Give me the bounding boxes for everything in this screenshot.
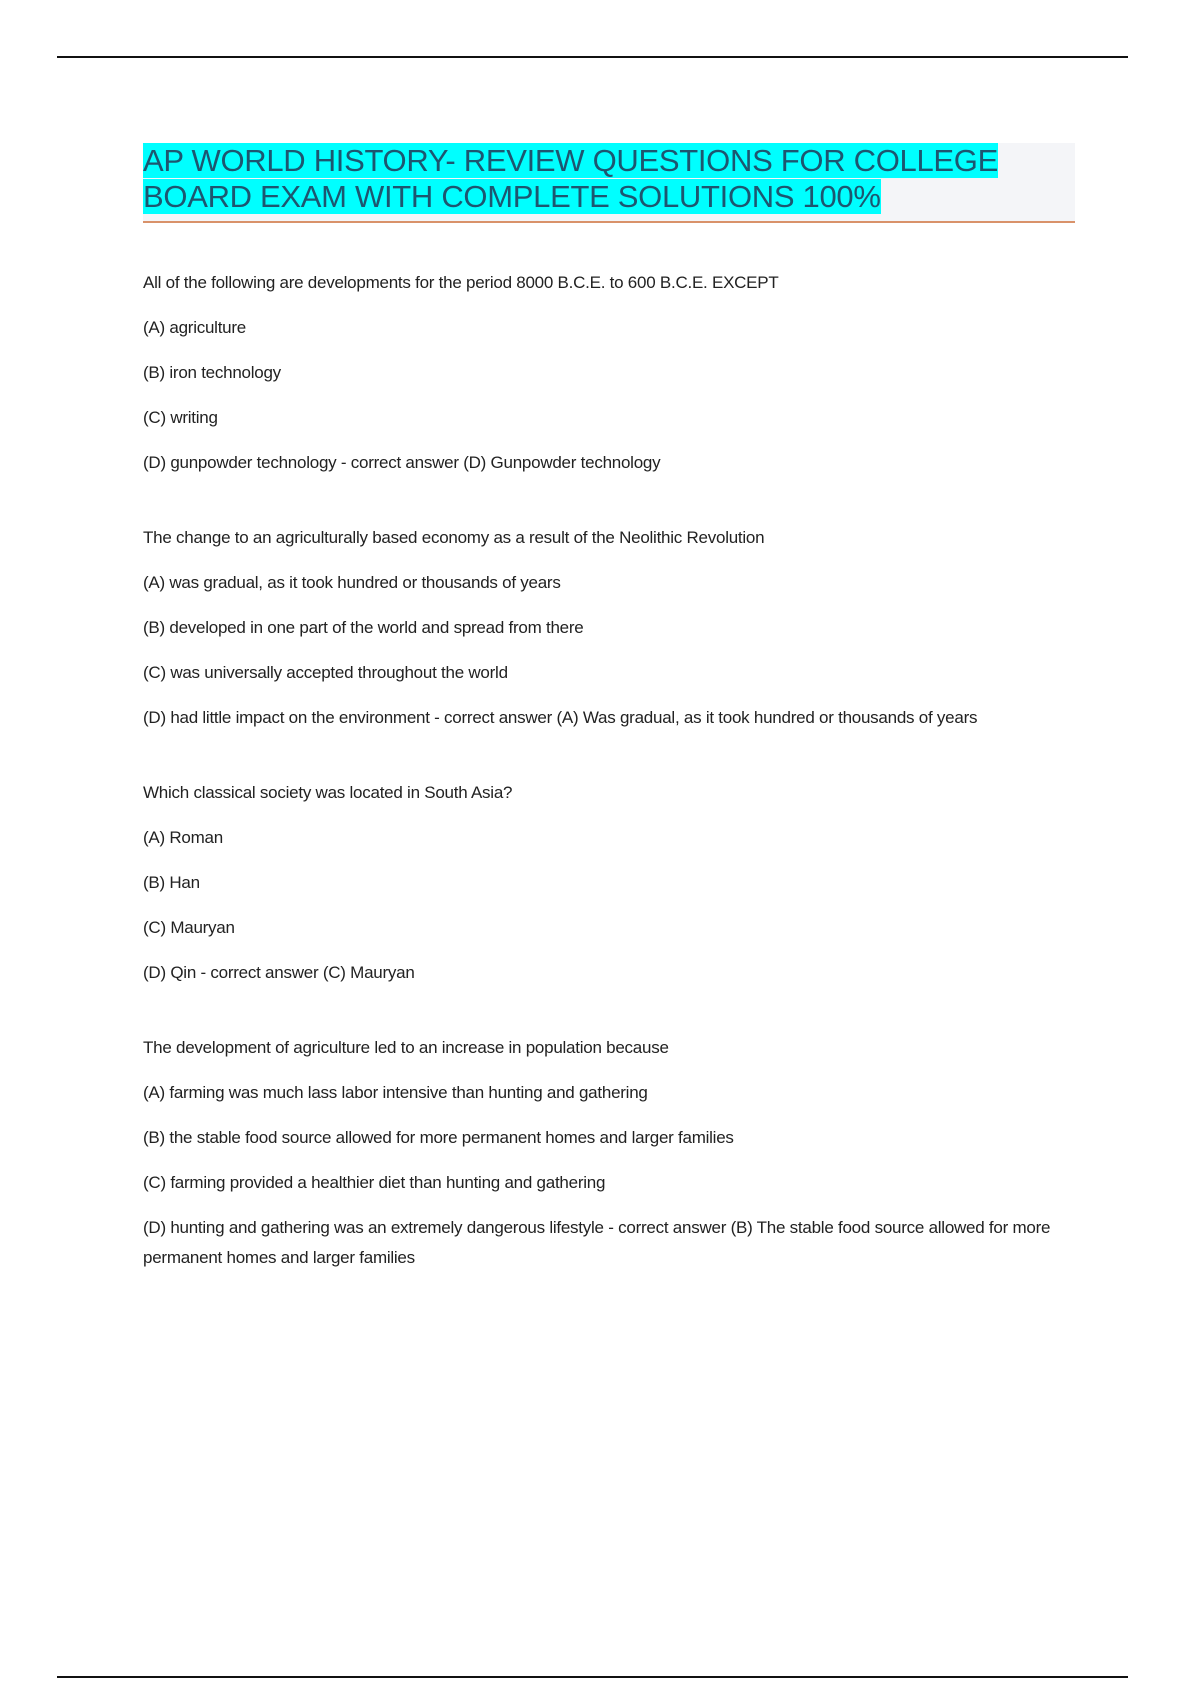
title-line-2: BOARD EXAM WITH COMPLETE SOLUTIONS 100%: [143, 179, 881, 214]
question-prompt: The change to an agriculturally based economy as a result of the Neolithic Revolution: [143, 528, 765, 547]
question-2: [143, 523, 1078, 733]
question-3: [143, 778, 1078, 988]
option-b: (B) developed in one part of the world and spread from there: [143, 618, 584, 637]
questions-list: [143, 268, 1078, 1318]
option-a: (A) farming was much lass labor intensive than hunting and gathering: [143, 1083, 648, 1102]
question-1: [143, 268, 1078, 478]
option-d-with-answer: (D) gunpowder technology - correct answer (D) Gunpowder technology: [143, 453, 661, 472]
bottom-rule: [57, 1676, 1128, 1678]
option-a: (A) was gradual, as it took hundred or thousands of years: [143, 573, 561, 592]
option-b: (B) iron technology: [143, 363, 281, 382]
question-4: [143, 1033, 1078, 1273]
option-c: (C) Mauryan: [143, 918, 235, 937]
option-c: (C) writing: [143, 408, 218, 427]
option-a: (A) Roman: [143, 828, 223, 847]
option-d-with-answer: (D) had little impact on the environment - correct answer (A) Was gradual, as it took hundred or thousands of years: [143, 708, 978, 727]
question-prompt: All of the following are developments for the period 8000 B.C.E. to 600 B.C.E. EXCEPT: [143, 273, 779, 292]
document-title-block: [143, 143, 1075, 223]
option-d-with-answer: (D) hunting and gathering was an extremely dangerous lifestyle - correct answer (B) The stable food source allowed for more permanent homes and larger families: [143, 1218, 1051, 1267]
option-c: (C) farming provided a healthier diet than hunting and gathering: [143, 1173, 606, 1192]
option-d-with-answer: (D) Qin - correct answer (C) Mauryan: [143, 963, 415, 982]
question-prompt: The development of agriculture led to an increase in population because: [143, 1038, 669, 1057]
option-b: (B) the stable food source allowed for more permanent homes and larger families: [143, 1128, 734, 1147]
question-prompt: Which classical society was located in South Asia?: [143, 783, 513, 802]
top-rule: [57, 56, 1128, 58]
option-b: (B) Han: [143, 873, 200, 892]
document-title: [143, 143, 1075, 215]
option-a: (A) agriculture: [143, 318, 247, 337]
title-line-1: AP WORLD HISTORY- REVIEW QUESTIONS FOR COLLEGE: [143, 143, 998, 178]
option-c: (C) was universally accepted throughout the world: [143, 663, 508, 682]
